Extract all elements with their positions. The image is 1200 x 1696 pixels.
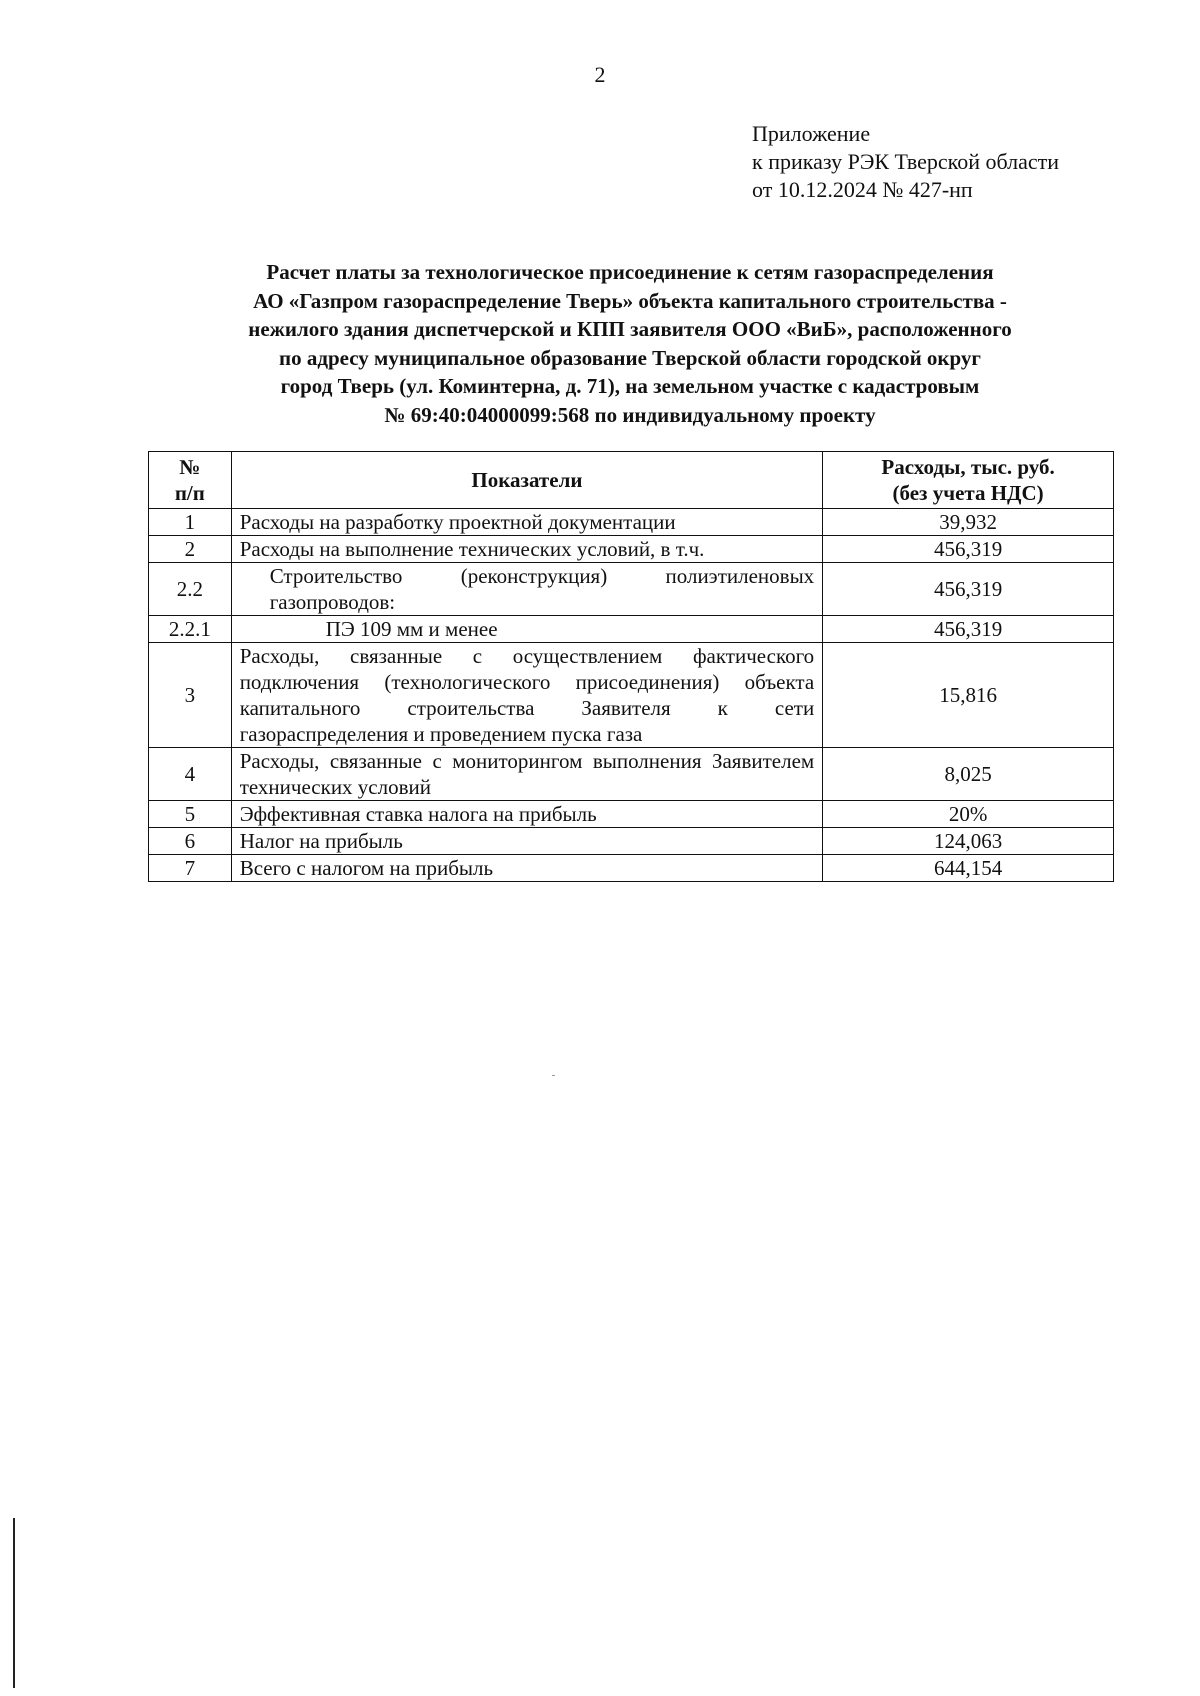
appendix-block bbox=[752, 120, 1059, 204]
row-value: 39,932 bbox=[823, 509, 1114, 536]
row-name: Всего с налогом на прибыль bbox=[231, 855, 823, 882]
table-header-row bbox=[149, 452, 1114, 509]
row-num: 2 bbox=[149, 536, 232, 563]
row-num: 2.2.1 bbox=[149, 616, 232, 643]
scan-edge-line bbox=[13, 1518, 15, 1688]
appendix-line-2: к приказу РЭК Тверской области bbox=[752, 149, 1060, 174]
header-value bbox=[823, 452, 1114, 509]
table-row bbox=[149, 563, 1114, 616]
header-value-line-2: (без учета НДС) bbox=[892, 481, 1044, 505]
document-title bbox=[140, 258, 1120, 429]
header-num bbox=[149, 452, 232, 509]
row-name: Расходы, связанные с мониторингом выполнения Заявителем технических условий bbox=[231, 748, 823, 801]
header-num-line-1: № bbox=[179, 455, 201, 479]
row-value: 456,319 bbox=[823, 536, 1114, 563]
row-name: Налог на прибыль bbox=[231, 828, 823, 855]
title-line-2: АО «Газпром газораспределение Тверь» объекта капитального строительства - bbox=[253, 288, 1007, 313]
row-num: 6 bbox=[149, 828, 232, 855]
row-num: 1 bbox=[149, 509, 232, 536]
table-row bbox=[149, 643, 1114, 748]
table-row bbox=[149, 855, 1114, 882]
row-value: 456,319 bbox=[823, 563, 1114, 616]
header-name: Показатели bbox=[231, 452, 823, 509]
appendix-line-3: от 10.12.2024 № 427-нп bbox=[752, 177, 973, 202]
calculation-table bbox=[148, 451, 1114, 882]
row-value: 8,025 bbox=[823, 748, 1114, 801]
title-line-3: нежилого здания диспетчерской и КПП заявителя ООО «ВиБ», расположенного bbox=[248, 317, 1012, 341]
appendix-line-1: Приложение bbox=[752, 121, 871, 146]
row-name: Эффективная ставка налога на прибыль bbox=[231, 801, 823, 828]
table-row bbox=[149, 828, 1114, 855]
header-value-line-1: Расходы, тыс. руб. bbox=[881, 455, 1055, 479]
title-line-5: город Тверь (ул. Коминтерна, д. 71), на земельном участке с кадастровым bbox=[280, 374, 980, 398]
row-name: Расходы, связанные с осуществлением фактического подключения (технологического присоединения) объекта капитального строительства Заявителя к сети газораспределения и проведением пуска газа bbox=[231, 643, 823, 748]
row-num: 7 bbox=[149, 855, 232, 882]
row-name: Расходы на выполнение технических условий, в т.ч. bbox=[231, 536, 823, 563]
table-row bbox=[149, 509, 1114, 536]
row-name: Расходы на разработку проектной документации bbox=[231, 509, 823, 536]
row-value: 20% bbox=[823, 801, 1114, 828]
title-line-6: № 69:40:04000099:568 по индивидуальному проекту bbox=[384, 402, 876, 427]
row-num: 3 bbox=[149, 643, 232, 748]
row-name: Строительство (реконструкция) полиэтиленовых газопроводов: bbox=[231, 563, 823, 616]
table-row bbox=[149, 536, 1114, 563]
row-num: 2.2 bbox=[149, 563, 232, 616]
table-row bbox=[149, 616, 1114, 643]
row-value: 15,816 bbox=[823, 643, 1114, 748]
row-value: 644,154 bbox=[823, 855, 1114, 882]
row-num: 4 bbox=[149, 748, 232, 801]
header-num-line-2: п/п bbox=[174, 481, 205, 505]
table-row bbox=[149, 748, 1114, 801]
scan-speck bbox=[552, 1075, 555, 1076]
row-value: 124,063 bbox=[823, 828, 1114, 855]
page-number: 2 bbox=[594, 62, 606, 87]
table-row bbox=[149, 801, 1114, 828]
row-num: 5 bbox=[149, 801, 232, 828]
title-line-4: по адресу муниципальное образование Тверской области городской округ bbox=[279, 345, 981, 370]
title-line-1: Расчет платы за технологическое присоединение к сетям газораспределения bbox=[266, 260, 994, 284]
row-value: 456,319 bbox=[823, 616, 1114, 643]
row-name: ПЭ 109 мм и менее bbox=[231, 616, 823, 643]
